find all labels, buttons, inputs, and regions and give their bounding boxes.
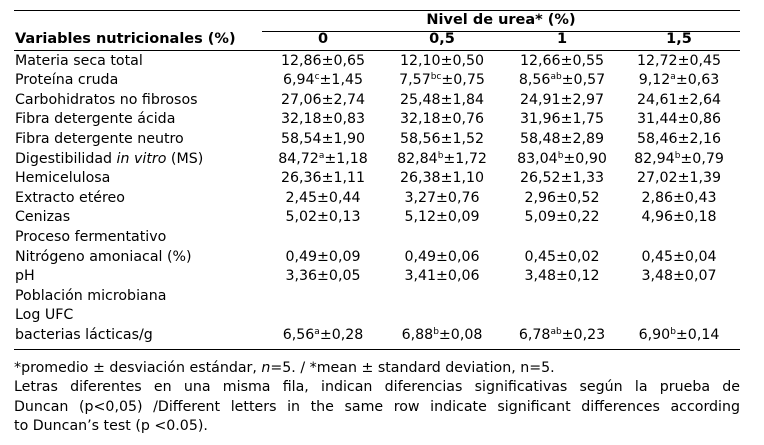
row-label: Extracto etéreo	[15, 189, 125, 206]
table-cell: 3,27±0,76	[404, 189, 480, 206]
table-row	[0, 52, 764, 72]
column-header-row	[0, 30, 764, 50]
table-cell: 5,12±0,09	[404, 209, 480, 226]
table-cell: 58,48±2,89	[519, 130, 605, 147]
table-cell: 12,10±0,50	[399, 52, 485, 69]
row-label: Población microbiana	[15, 287, 167, 304]
table-cell: 32,18±0,76	[399, 111, 485, 128]
table-cell: 4,96±0,18	[641, 209, 717, 226]
table-cell: 26,52±1,33	[519, 170, 605, 187]
table-cell: 32,18±0,83	[280, 111, 366, 128]
footnote-line-1: *promedio ± desviación estándar, n=5. / *mean ± standard deviation, n=5.	[14, 360, 555, 376]
table-row	[0, 110, 764, 130]
table-cell: 6,90$^b$±0,14	[638, 326, 720, 343]
table-row	[0, 150, 764, 170]
table-cell: 12,72±0,45	[636, 52, 722, 69]
table-cell: 26,38±1,10	[399, 170, 485, 187]
row-label: Hemicelulosa	[15, 170, 111, 187]
row-label: Nitrógeno amoniacal (%)	[15, 248, 192, 265]
row-label: Proteína cruda	[15, 72, 119, 89]
row-label: pH	[15, 268, 35, 285]
table-cell: 31,96±1,75	[519, 111, 605, 128]
table-cell: 0,49±0,06	[404, 248, 480, 265]
table-cell: 31,44±0,86	[636, 111, 722, 128]
table-row	[0, 326, 764, 346]
table-cell: 6,88$^b$±0,08	[401, 326, 483, 343]
table-row	[0, 267, 764, 287]
table-row	[0, 248, 764, 268]
table-cell: 12,66±0,55	[519, 52, 605, 69]
table-cell: 58,46±2,16	[636, 130, 722, 147]
table-row	[0, 287, 764, 307]
table-row	[0, 71, 764, 91]
table-cell: 24,61±2,64	[636, 91, 722, 108]
footnote-line-3: Duncan (p<0,05) /Different letters in the same row indicate significant differences according	[14, 398, 740, 415]
table-cell: 0,45±0,02	[524, 248, 600, 265]
level-0-5-header: 0,5	[429, 31, 455, 47]
table-cell: 6,94$^c$±1,45	[282, 72, 364, 89]
row-label: Proceso fermentativo	[15, 228, 167, 245]
table-cell: 58,54±1,90	[280, 130, 366, 147]
table-cell: 2,45±0,44	[285, 189, 361, 206]
table-cell: 2,86±0,43	[641, 189, 717, 206]
table-cell: 12,86±0,65	[280, 52, 366, 69]
table-cell: 3,36±0,05	[285, 268, 361, 285]
table-cell: 82,84$^b$±1,72	[397, 150, 487, 167]
table-row	[0, 169, 764, 189]
table-cell: 24,91±2,97	[519, 91, 605, 108]
row-label: Digestibilidad in vitro (MS)	[15, 150, 204, 167]
table-cell: 25,48±1,84	[399, 91, 485, 108]
table-row	[0, 91, 764, 111]
footnote-line-2: Letras diferentes en una misma fila, indican diferencias significativas según la prueba de	[14, 379, 740, 395]
table-cell: 82,94$^b$±0,79	[634, 150, 724, 167]
table-cell: 5,02±0,13	[285, 209, 361, 226]
row-label: bacterias lácticas/g	[15, 326, 153, 343]
table-cell: 0,49±0,09	[285, 248, 361, 265]
table-cell: 83,04$^b$±0,90	[517, 150, 607, 167]
footnote-line-4: to Duncan’s test (p <0.05).	[14, 418, 208, 434]
row-label: Log UFC	[15, 307, 74, 324]
table-cell: 8,56$^{ab}$±0,57	[518, 72, 606, 89]
row-label: Fibra detergente ácida	[15, 111, 176, 128]
table-cell: 6,78$^{ab}$±0,23	[518, 326, 606, 343]
table-cell: 0,45±0,04	[641, 248, 717, 265]
table-row	[0, 130, 764, 150]
table-cell: 7,57$^{bc}$±0,75	[399, 72, 485, 89]
urea-level-group-header: Nivel de urea* (%)	[426, 12, 576, 28]
table-row	[0, 189, 764, 209]
row-label: Carbohidratos no fibrosos	[15, 91, 198, 108]
level-0-header: 0	[317, 31, 329, 47]
table-row	[0, 228, 764, 248]
table-cell: 58,56±1,52	[399, 130, 485, 147]
table-cell: 26,36±1,11	[280, 170, 366, 187]
table-cell: 2,96±0,52	[524, 189, 600, 206]
table-bottom-rule	[14, 349, 740, 350]
table-cell: 3,48±0,07	[641, 268, 717, 285]
table-cell: 3,41±0,06	[404, 268, 480, 285]
row-label: Fibra detergente neutro	[15, 130, 184, 147]
table-cell: 6,56$^a$±0,28	[282, 326, 364, 343]
table-row	[0, 208, 764, 228]
table-cell: 9,12$^a$±0,63	[638, 72, 720, 89]
table-cell: 84,72$^a$±1,18	[278, 150, 368, 167]
table-cell: 27,02±1,39	[636, 170, 722, 187]
table-cell: 27,06±2,74	[280, 91, 366, 108]
level-1-5-header: 1,5	[666, 31, 692, 47]
level-1-header: 1	[556, 31, 568, 47]
row-label: Cenizas	[15, 209, 71, 226]
row-label: Materia seca total	[15, 52, 143, 69]
table-cell: 3,48±0,12	[524, 268, 600, 285]
table-row	[0, 306, 764, 326]
table-cell: 5,09±0,22	[524, 209, 600, 226]
variables-column-header: Variables nutricionales (%)	[15, 31, 236, 47]
